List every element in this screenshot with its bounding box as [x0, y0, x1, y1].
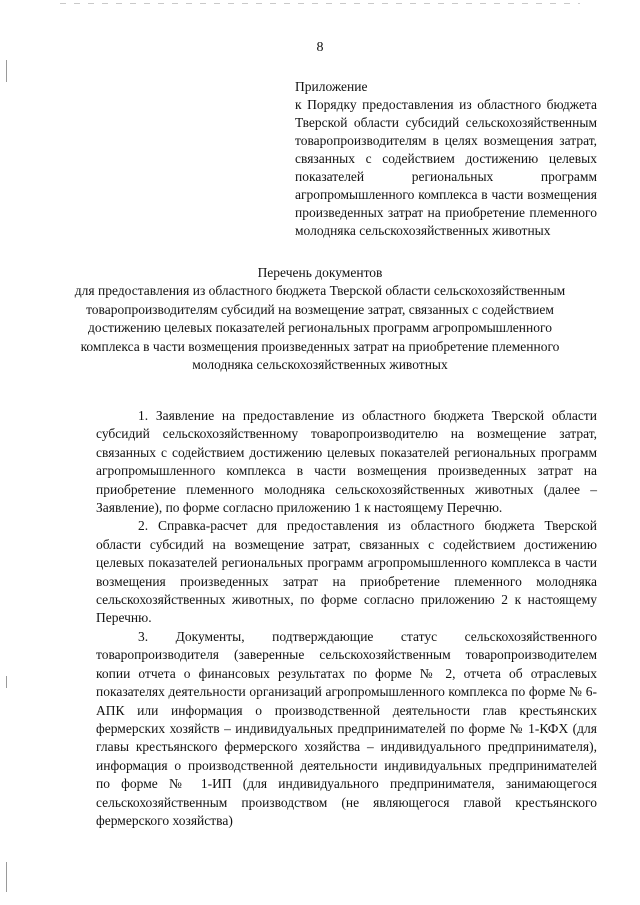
list-item-2: 2. Справка-расчет для предоставления из областного бюджета Тверской области субсидий на возмещение затрат, связанных с содействием достижению целевых показателей региональных программ агропромышленного комплекса в части возмещения произведенных затрат на приобретение племенного молодняка сельскохозяйственных животных, по форме согласно приложению 2 к настоящему Перечню. [96, 518, 597, 626]
scan-edge [60, 3, 580, 4]
annex-text: к Порядку предоставления из областного бюджета Тверской области субсидий сельскохозяйственным товаропроизводителям в целях возмещения затрат, связанных с содействием достижению целевых показателей региональных программ агропромышленного комплекса в части возмещения произведенных затрат на приобретение племенного молодняка сельскохозяйственных животных [295, 97, 597, 238]
title-line-2: для предоставления из областного бюджета Тверской области сельскохозяйственным товаропроизводителям субсидий на возмещение затрат, связанных с содействием достижению целевых показателей региональных программ агропромышленного комплекса в части возмещения произведенных затрат на приобретение племенного молодняка сельскохозяйственных животных [74, 283, 566, 373]
list-item-3: 3. Документы, подтверждающие статус сельскохозяйственного товаропроизводителя (заверенные сельскохозяйственным товаропроизводителем копии отчета о финансовых результатах по форме № 2, отчета об отраслевых показателях деятельности организаций агропромышленного комплекса по форме № 6-АПК или информация о производственной деятельности глав крестьянских фермерских хозяйств – индивидуальных предпринимателей по форме № 1-КФХ (для главы крестьянского фермерского хозяйства – индивидуального предпринимателя), информация о производственной деятельности индивидуальных предпринимателей по форме № 1-ИП (для индивидуального предпринимателя, занимающегося сельскохозяйственным производством (не являющегося главой крестьянского фермерского хозяйства) [96, 628, 597, 828]
list-item-1: 1. Заявление на предоставление из областного бюджета Тверской области субсидий сельскохозяйственному товаропроизводителю на возмещение затрат, связанных с содействием достижению целевых показателей региональных программ агропромышленного комплекса в части возмещения произведенных затрат на приобретение племенного молодняка сельскохозяйственных животных (далее – Заявление), по форме согласно приложению 1 к настоящему Перечню. [96, 408, 597, 516]
document-body [96, 407, 597, 830]
annex-heading: Приложение [295, 79, 368, 94]
page-number: 8 [316, 40, 324, 55]
margin-mark [6, 862, 7, 892]
annex-block [295, 78, 597, 240]
title-line-1: Перечень документов [257, 265, 383, 280]
margin-mark [6, 60, 7, 82]
margin-mark [6, 676, 7, 688]
document-title [60, 264, 580, 374]
